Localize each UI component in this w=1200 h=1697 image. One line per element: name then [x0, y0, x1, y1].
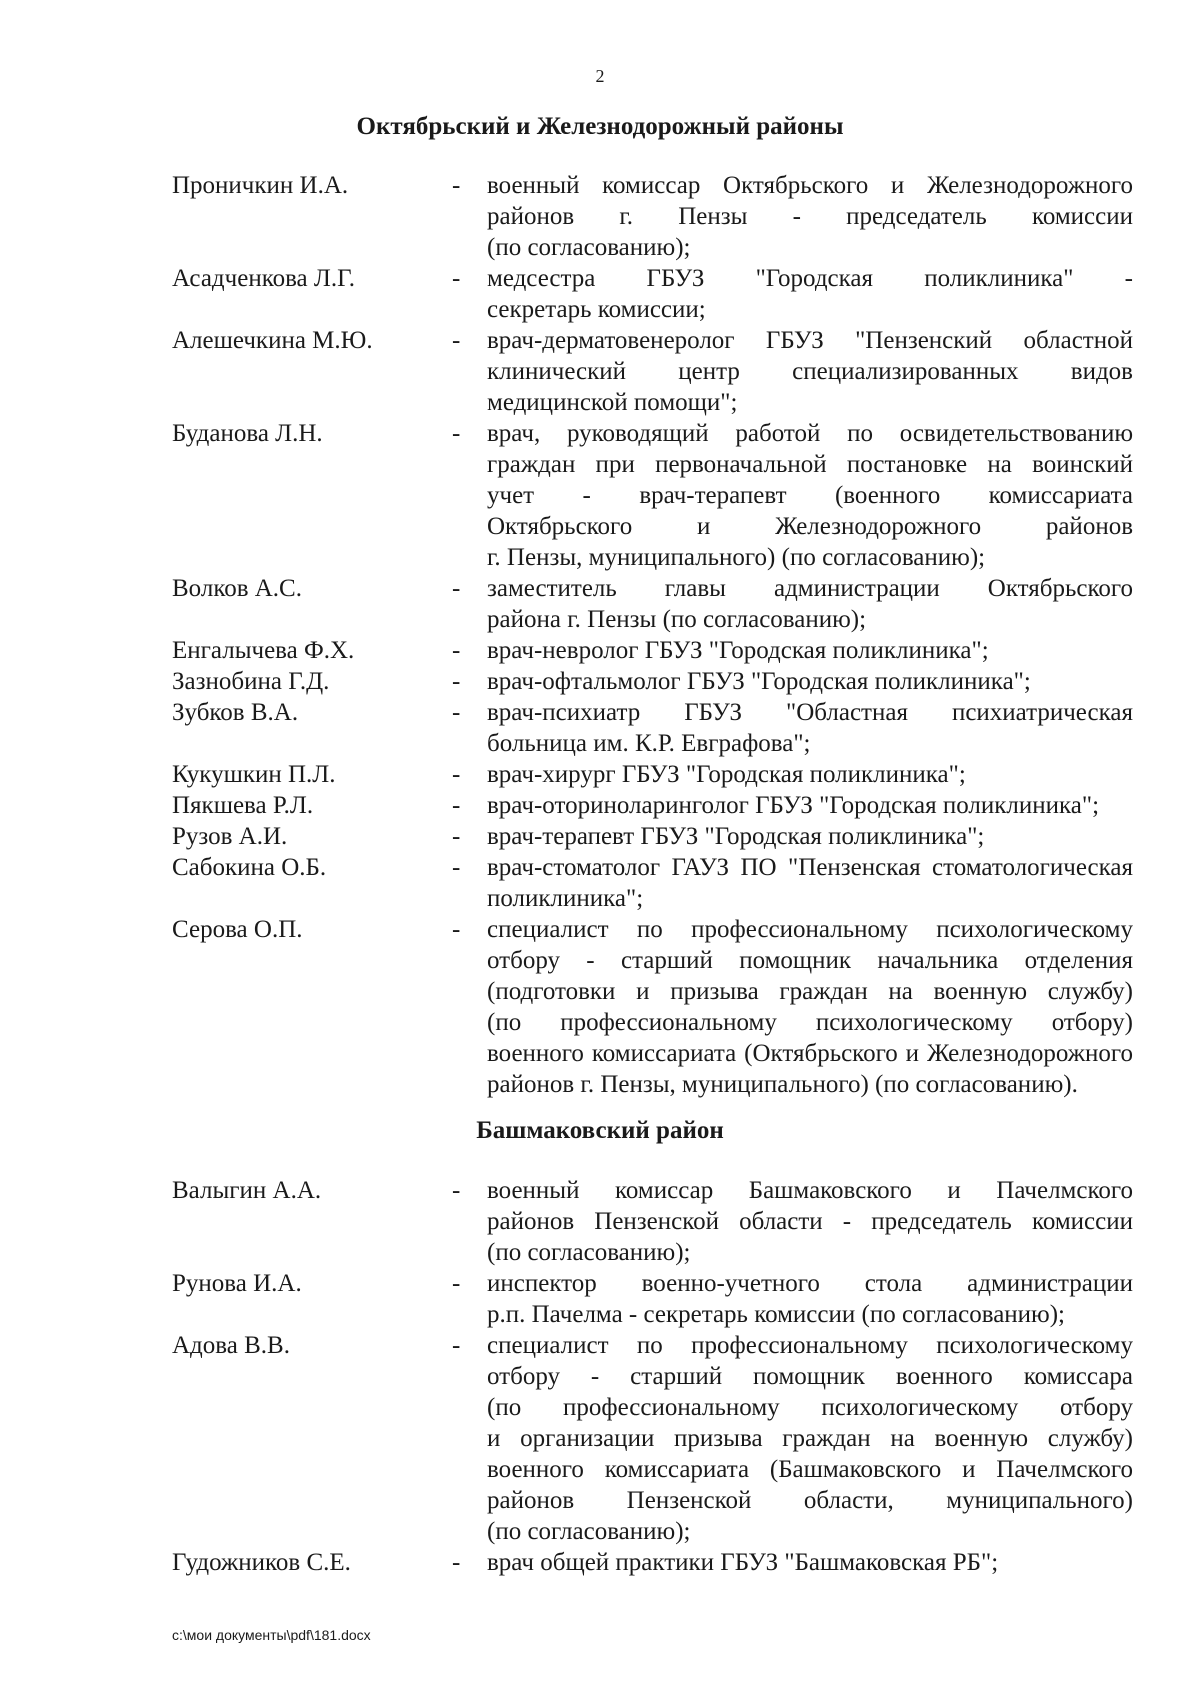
- role-text-line: районов г. Пензы, муниципального) (по согласованию).: [487, 1071, 1078, 1098]
- separator-dash: -: [452, 792, 461, 819]
- separator-dash: -: [452, 327, 461, 354]
- role-text-line: врач, руководящий работой по освидетельствованию: [487, 420, 1133, 447]
- member-role-description: [487, 418, 1133, 573]
- member-name: Сабокина О.Б.: [172, 854, 327, 881]
- role-text-line: секретарь комиссии;: [487, 296, 706, 323]
- member-role-description: [487, 697, 1133, 759]
- role-text-line: врач-офтальмолог ГБУЗ "Городская поликлиника";: [487, 668, 1031, 695]
- role-text-line: (по согласованию);: [487, 1518, 691, 1545]
- member-role-description: [487, 852, 1133, 914]
- page-number: 2: [595, 66, 605, 86]
- member-role-description: [487, 1330, 1133, 1547]
- section-heading: Октябрьский и Железнодорожный районы: [356, 113, 844, 140]
- role-text-line: инспектор военно-учетного стола администрации: [487, 1270, 1133, 1297]
- member-name: Адова В.В.: [172, 1332, 290, 1359]
- role-text-line: медицинской помощи";: [487, 389, 738, 416]
- member-role-description: [487, 759, 1133, 790]
- separator-dash: -: [452, 854, 461, 881]
- role-text-line: врач-хирург ГБУЗ "Городская поликлиника";: [487, 761, 966, 788]
- member-name: Енгалычева Ф.Х.: [172, 637, 355, 664]
- role-text-line: районов Пензенской области - председатель комиссии: [487, 1208, 1133, 1235]
- member-role-description: [487, 573, 1133, 635]
- role-text-line: поликлиника";: [487, 885, 644, 912]
- role-text-line: заместитель главы администрации Октябрьского: [487, 575, 1133, 602]
- file-path-footer: c:\мои документы\pdf\181.docx: [172, 1627, 371, 1643]
- member-role-description: [487, 1547, 1133, 1578]
- role-text-line: военный комиссар Башмаковского и Пачелмского: [487, 1177, 1133, 1204]
- member-name: Проничкин И.А.: [172, 172, 349, 199]
- role-text-line: врач-дерматовенеролог ГБУЗ "Пензенский областной: [487, 327, 1133, 354]
- separator-dash: -: [452, 761, 461, 788]
- separator-dash: -: [452, 1549, 461, 1576]
- member-name: Алешечкина М.Ю.: [172, 327, 373, 354]
- member-name: Асадченкова Л.Г.: [172, 265, 355, 292]
- member-role-description: [487, 263, 1133, 325]
- member-role-description: [487, 666, 1133, 697]
- member-role-description: [487, 790, 1133, 821]
- member-name: Рунова И.А.: [172, 1270, 302, 1297]
- role-text-line: г. Пензы, муниципального) (по согласованию);: [487, 544, 986, 571]
- member-name: Гудожников С.Е.: [172, 1549, 351, 1576]
- role-text-line: клинический центр специализированных видов: [487, 358, 1133, 385]
- member-role-description: [487, 1175, 1133, 1268]
- separator-dash: -: [452, 575, 461, 602]
- separator-dash: -: [452, 1332, 461, 1359]
- role-text-line: больница им. К.Р. Евграфова";: [487, 730, 811, 757]
- member-role-description: [487, 635, 1133, 666]
- role-text-line: специалист по профессиональному психологическому: [487, 1332, 1133, 1359]
- role-text-line: (по профессиональному психологическому отбору: [487, 1394, 1133, 1421]
- role-text-line: учет - врач-терапевт (военного комиссариата: [487, 482, 1133, 509]
- role-text-line: военного комиссариата (Башмаковского и Пачелмского: [487, 1456, 1133, 1483]
- member-name: Пякшева Р.Л.: [172, 792, 314, 819]
- separator-dash: -: [452, 699, 461, 726]
- section-heading: Башмаковский район: [476, 1117, 724, 1144]
- role-text-line: (по профессиональному психологическому отбору): [487, 1009, 1133, 1036]
- role-text-line: отбору - старший помощник военного комиссара: [487, 1363, 1133, 1390]
- member-name: Буданова Л.Н.: [172, 420, 323, 447]
- member-role-description: [487, 914, 1133, 1100]
- separator-dash: -: [452, 637, 461, 664]
- separator-dash: -: [452, 1270, 461, 1297]
- role-text-line: отбору - старший помощник начальника отделения: [487, 947, 1133, 974]
- member-name: Зубков В.А.: [172, 699, 299, 726]
- member-role-description: [487, 1268, 1133, 1330]
- role-text-line: районов г. Пензы - председатель комиссии: [487, 203, 1133, 230]
- role-text-line: (по согласованию);: [487, 1239, 691, 1266]
- separator-dash: -: [452, 1177, 461, 1204]
- separator-dash: -: [452, 265, 461, 292]
- role-text-line: специалист по профессиональному психологическому: [487, 916, 1133, 943]
- member-name: Серова О.П.: [172, 916, 303, 943]
- role-text-line: врач-невролог ГБУЗ "Городская поликлиника";: [487, 637, 989, 664]
- separator-dash: -: [452, 668, 461, 695]
- role-text-line: врач-стоматолог ГАУЗ ПО "Пензенская стоматологическая: [487, 854, 1133, 881]
- role-text-line: военного комиссариата (Октябрьского и Железнодорожного: [487, 1040, 1133, 1067]
- member-name: Валыгин А.А.: [172, 1177, 322, 1204]
- role-text-line: и организации призыва граждан на военную службу): [487, 1425, 1133, 1452]
- separator-dash: -: [452, 172, 461, 199]
- role-text-line: (по согласованию);: [487, 234, 691, 261]
- member-role-description: [487, 821, 1133, 852]
- member-role-description: [487, 170, 1133, 263]
- role-text-line: Октябрьского и Железнодорожного районов: [487, 513, 1133, 540]
- role-text-line: районов Пензенской области, муниципального): [487, 1487, 1133, 1514]
- role-text-line: врач-оториноларинголог ГБУЗ "Городская поликлиника";: [487, 792, 1100, 819]
- member-name: Волков А.С.: [172, 575, 302, 602]
- member-name: Кукушкин П.Л.: [172, 761, 336, 788]
- member-name: Зазнобина Г.Д.: [172, 668, 330, 695]
- role-text-line: врач общей практики ГБУЗ "Башмаковская РБ";: [487, 1549, 999, 1576]
- separator-dash: -: [452, 823, 461, 850]
- role-text-line: военный комиссар Октябрьского и Железнодорожного: [487, 172, 1133, 199]
- separator-dash: -: [452, 420, 461, 447]
- role-text-line: врач-терапевт ГБУЗ "Городская поликлиника";: [487, 823, 985, 850]
- separator-dash: -: [452, 916, 461, 943]
- role-text-line: района г. Пензы (по согласованию);: [487, 606, 867, 633]
- role-text-line: р.п. Пачелма - секретарь комиссии (по согласованию);: [487, 1301, 1065, 1328]
- member-role-description: [487, 325, 1133, 418]
- role-text-line: врач-психиатр ГБУЗ "Областная психиатрическая: [487, 699, 1133, 726]
- member-name: Рузов А.И.: [172, 823, 288, 850]
- role-text-line: граждан при первоначальной постановке на воинский: [487, 451, 1133, 478]
- role-text-line: медсестра ГБУЗ "Городская поликлиника" -: [487, 265, 1133, 292]
- role-text-line: (подготовки и призыва граждан на военную службу): [487, 978, 1133, 1005]
